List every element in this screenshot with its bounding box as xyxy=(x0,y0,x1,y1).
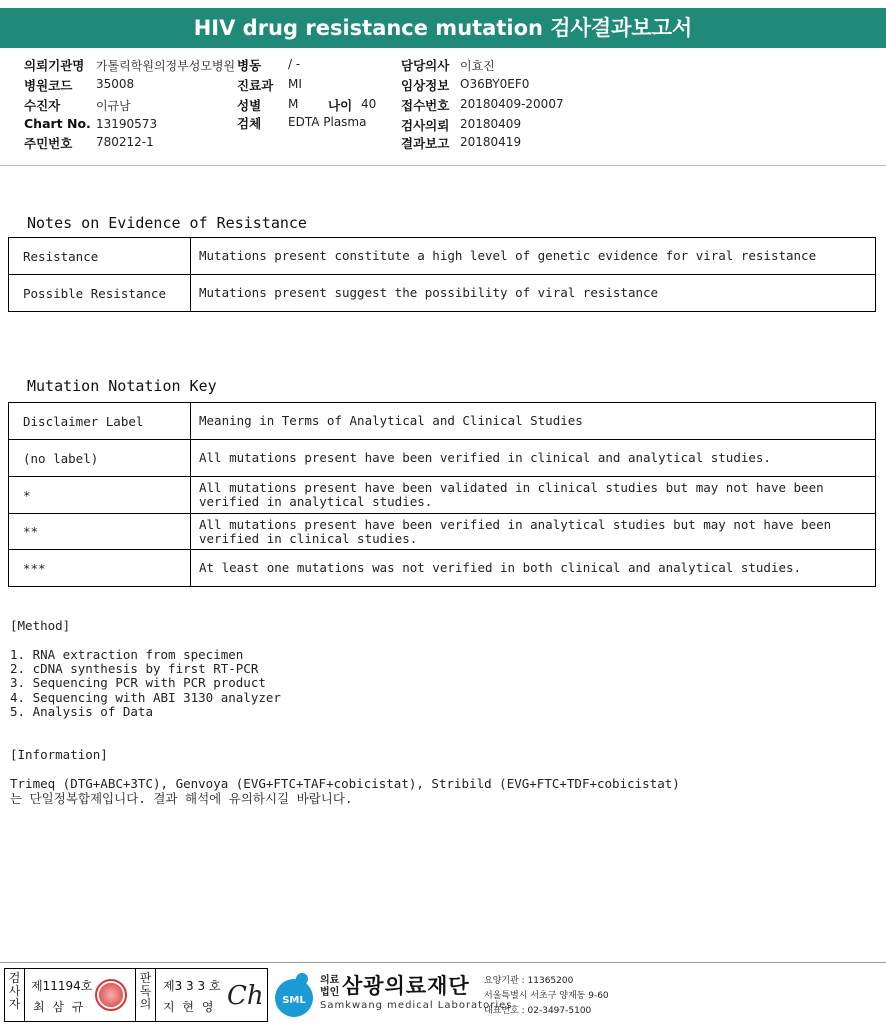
information-line: Trimeq (DTG+ABC+3TC), Genvoya (EVG+FTC+TAF+cobicistat), Stribild (EVG+FTC+TDF+cobicistat) xyxy=(10,776,680,791)
doctor-value: 이효진 xyxy=(460,59,495,73)
table-row xyxy=(9,514,876,550)
request-date-label: 검사의뢰 xyxy=(401,118,450,133)
patient-name-label: 수진자 xyxy=(24,98,61,113)
reviewer-license: 제3 3 3 호 xyxy=(163,979,221,993)
chart-no-label: Chart No. xyxy=(24,116,91,131)
accession-no-value: 20180409-20007 xyxy=(460,97,564,111)
key-text-cell: Meaning in Terms of Analytical and Clinical Studies xyxy=(191,403,876,440)
institution-value: 가톨릭학원의정부성모병원 xyxy=(96,59,236,73)
key-label-cell: Disclaimer Label xyxy=(9,403,191,440)
method-step: 1. RNA extraction from specimen xyxy=(10,647,244,662)
information-title: [Information] xyxy=(10,747,108,762)
clinical-info-value: O36BY0EF0 xyxy=(460,77,530,91)
org-prefix-1: 의료 xyxy=(320,975,340,986)
org-prefix xyxy=(320,975,339,999)
ward-value: / - xyxy=(288,57,301,71)
key-label-cell: *** xyxy=(9,550,191,587)
inspector-name: 최 삼 규 xyxy=(33,1000,86,1014)
table-row xyxy=(9,477,876,514)
signature-box xyxy=(4,968,268,1022)
inspector-license: 제11194호 xyxy=(31,979,93,993)
notes-table xyxy=(8,237,876,312)
table-row xyxy=(9,403,876,440)
notes-text-cell: Mutations present constitute a high level of genetic evidence for viral resistance xyxy=(191,238,876,275)
notes-text-cell: Mutations present suggest the possibility of viral resistance xyxy=(191,275,876,312)
hospital-code-value: 35008 xyxy=(96,77,135,91)
sex-label: 성별 xyxy=(237,98,262,113)
reviewer-label xyxy=(136,969,156,1021)
sex-value: M xyxy=(288,97,299,111)
footer-divider xyxy=(0,962,886,963)
specimen-label: 검체 xyxy=(237,116,262,131)
ward-label: 병동 xyxy=(237,58,262,73)
method-title: [Method] xyxy=(10,618,71,633)
clinical-info-label: 임상정보 xyxy=(401,78,450,93)
key-label-cell: * xyxy=(9,477,191,514)
method-step: 3. Sequencing PCR with PCR product xyxy=(10,675,266,690)
key-table xyxy=(8,402,876,587)
information-line: 는 단일정복합제입니다. 결과 해석에 유의하시길 바랍니다. xyxy=(10,791,353,806)
department-label: 진료과 xyxy=(237,78,274,93)
org-code: 요양기관 : 11365200 xyxy=(484,976,574,986)
table-row xyxy=(9,275,876,312)
inspector-label-text: 검사자 xyxy=(8,971,21,1011)
age-label: 나이 xyxy=(328,98,353,113)
institution-label: 의뢰기관명 xyxy=(24,58,85,73)
patient-name-value: 이규남 xyxy=(96,99,131,113)
org-address: 서울특별시 서초구 양재동 9-60 xyxy=(484,991,609,1001)
resident-no-label: 주민번호 xyxy=(24,136,73,151)
sml-logo-icon xyxy=(272,970,316,1020)
department-value: MI xyxy=(288,77,302,91)
notes-title: Notes on Evidence of Resistance xyxy=(27,214,307,232)
key-text-cell: All mutations present have been verified in clinical and analytical studies. xyxy=(191,440,876,477)
org-english-name: Samkwang medical Laboratories xyxy=(320,1000,513,1011)
table-row xyxy=(9,440,876,477)
age-value: 40 xyxy=(361,97,377,111)
accession-no-label: 접수번호 xyxy=(401,98,450,113)
specimen-value: EDTA Plasma xyxy=(288,115,367,129)
inspector-label xyxy=(5,969,25,1021)
key-label-cell: (no label) xyxy=(9,440,191,477)
report-date-label: 결과보고 xyxy=(401,136,450,151)
table-row xyxy=(9,550,876,587)
table-row xyxy=(9,238,876,275)
org-phone: 대표번호 : 02-3497-5100 xyxy=(484,1006,592,1016)
notes-label-cell: Resistance xyxy=(9,238,191,275)
key-title: Mutation Notation Key xyxy=(27,377,217,395)
patient-info xyxy=(0,54,886,166)
key-text-cell: All mutations present have been verified in analytical studies but may not have been verified in clinical studies. xyxy=(191,514,876,550)
signature-mark: Ch xyxy=(227,981,264,1011)
report-date-value: 20180419 xyxy=(460,135,522,149)
notes-label-cell: Possible Resistance xyxy=(9,275,191,312)
hospital-code-label: 병원코드 xyxy=(24,78,73,93)
method-step: 4. Sequencing with ABI 3130 analyzer xyxy=(10,690,281,705)
key-text-cell: At least one mutations was not verified in both clinical and analytical studies. xyxy=(191,550,876,587)
reviewer-label-text: 판독의 xyxy=(139,971,152,1011)
doctor-label: 담당의사 xyxy=(401,58,450,73)
method-step: 5. Analysis of Data xyxy=(10,704,153,719)
logo-text: SML xyxy=(282,995,306,1006)
org-name: 삼광의료재단 xyxy=(342,974,470,998)
resident-no-value: 780212-1 xyxy=(96,135,154,149)
method-step: 2. cDNA synthesis by first RT-PCR xyxy=(10,661,259,676)
org-prefix-2: 법인 xyxy=(320,987,340,998)
chart-no-value: 13190573 xyxy=(96,117,158,131)
reviewer-name: 지 현 영 xyxy=(163,1000,216,1014)
report-title: HIV drug resistance mutation 검사결과보고서 xyxy=(0,8,886,48)
request-date-value: 20180409 xyxy=(460,117,522,131)
key-text-cell: All mutations present have been validated in clinical studies but may not have been verified in analytical studies. xyxy=(191,477,876,514)
seal-icon xyxy=(95,979,127,1011)
key-label-cell: ** xyxy=(9,514,191,550)
